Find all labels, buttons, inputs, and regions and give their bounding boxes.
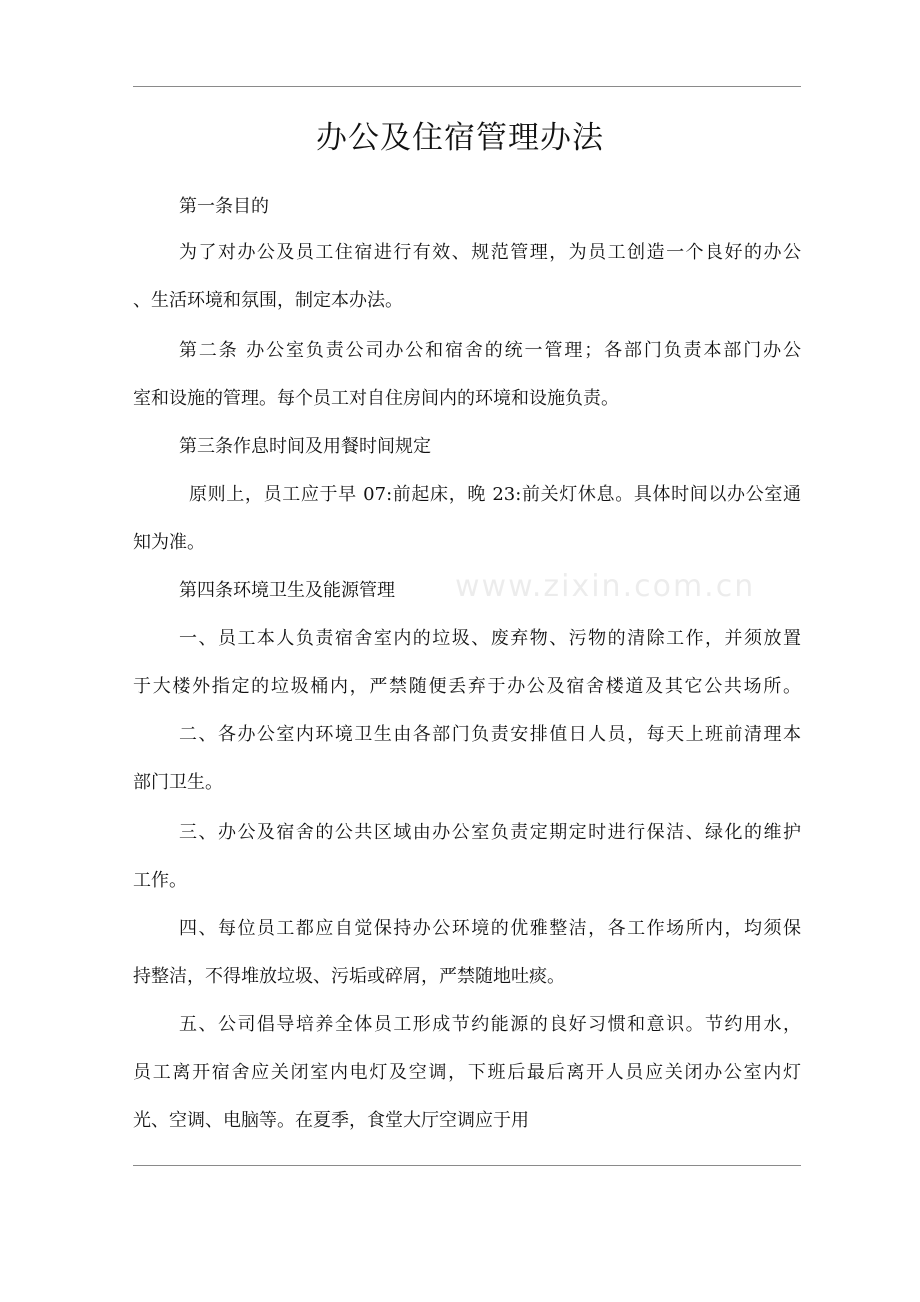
article-4-item-2-line-1: 二、各办公室内环境卫生由各部门负责安排值日人员，每天上班前清理本 — [179, 724, 801, 745]
article-4-item-5-line-3: 光、空调、电脑等。在夏季，食堂大厅空调应于用 — [133, 1110, 529, 1131]
article-3-heading: 第三条作息时间及用餐时间规定 — [179, 436, 431, 457]
footer-rule — [133, 1165, 801, 1166]
article-4-item-1-line-1: 一、员工本人负责宿舍室内的垃圾、废弃物、污物的清除工作，并须放置 — [179, 628, 801, 649]
article-4-item-3-line-2: 工作。 — [133, 870, 187, 891]
article-4-item-2-line-2: 部门卫生。 — [133, 772, 223, 793]
article-2-text-line-2: 室和设施的管理。每个员工对自住房间内的环境和设施负责。 — [133, 388, 619, 409]
article-1-heading: 第一条目的 — [179, 196, 269, 217]
article-1-text-line-2: 、生活环境和氛围，制定本办法。 — [133, 290, 403, 311]
article-4-item-1-line-2: 于大楼外指定的垃圾桶内，严禁随便丢弃于办公及宿舍楼道及其它公共场所。 — [133, 676, 801, 697]
article-4-item-4-line-2: 持整洁，不得堆放垃圾、污垢或碎屑，严禁随地吐痰。 — [133, 966, 565, 987]
article-3-text-line-1: 原则上，员工应于早 07:前起床，晚 23:前关灯休息。具体时间以办公室通 — [189, 484, 801, 505]
article-4-item-5-line-1: 五、公司倡导培养全体员工形成节约能源的良好习惯和意识。节约用水， — [179, 1014, 801, 1035]
article-1-text-line-1: 为了对办公及员工住宿进行有效、规范管理，为员工创造一个良好的办公 — [179, 242, 801, 263]
article-4-item-5-line-2: 员工离开宿舍应关闭室内电灯及空调，下班后最后离开人员应关闭办公室内灯 — [133, 1062, 801, 1083]
document-title: 办公及住宿管理办法 — [316, 120, 604, 156]
article-4-heading: 第四条环境卫生及能源管理 — [179, 580, 395, 601]
article-4-item-4-line-1: 四、每位员工都应自觉保持办公环境的优雅整洁，各工作场所内，均须保 — [179, 918, 801, 939]
watermark: www.zixin.com.cn — [455, 569, 756, 604]
header-rule — [133, 86, 801, 87]
article-3-text-line-2: 知为准。 — [133, 532, 205, 553]
article-2-text-line-1: 第二条 办公室负责公司办公和宿舍的统一管理；各部门负责本部门办公 — [179, 340, 801, 361]
article-4-item-3-line-1: 三、办公及宿舍的公共区域由办公室负责定期定时进行保洁、绿化的维护 — [179, 822, 801, 843]
